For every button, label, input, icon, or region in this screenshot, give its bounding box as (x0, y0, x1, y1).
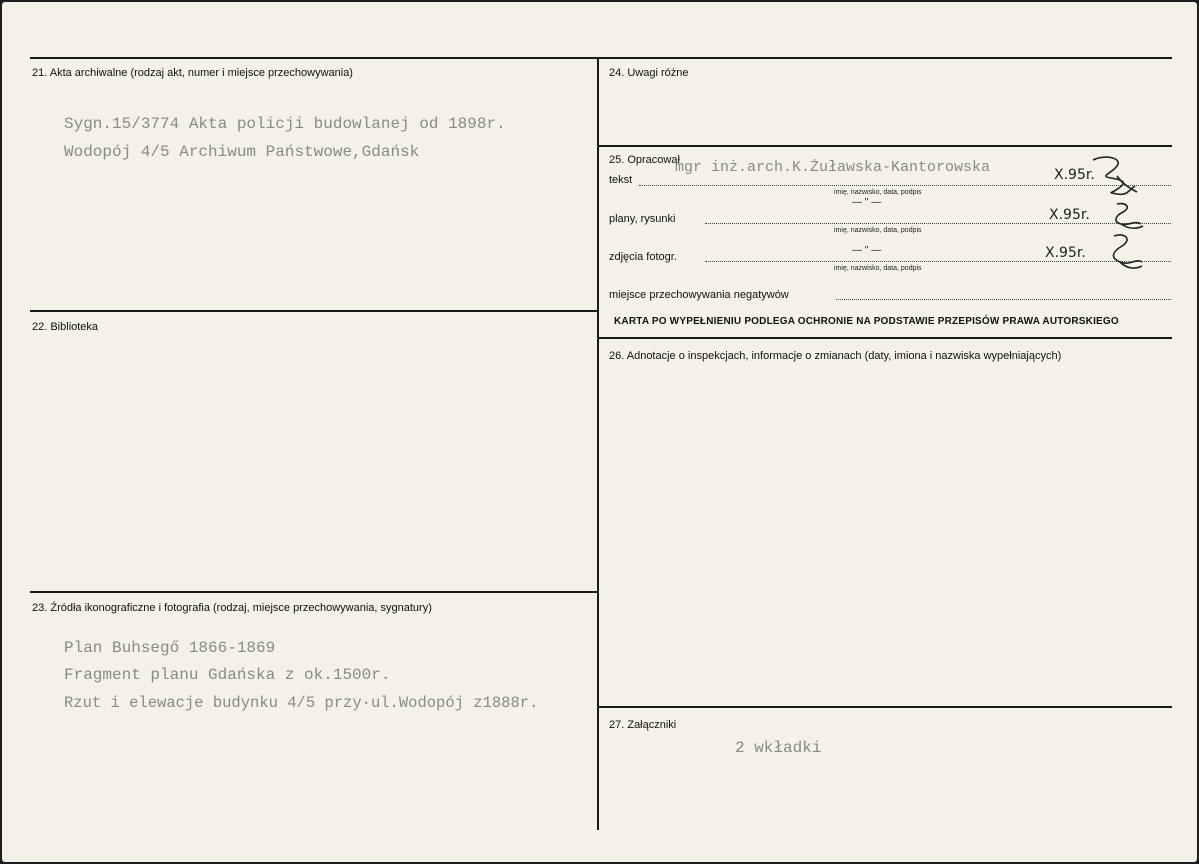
negatywy-label: miejsce przechowywania negatywów (609, 289, 789, 301)
section-23-line-3: Rzut i elewacje budynku 4/5 przy·ul.Wodopój z1888r. (64, 694, 539, 712)
section-27-label: 27. Załączniki (609, 719, 677, 731)
section-25-label: 25. Opracował (609, 154, 680, 166)
plany-label: plany, rysunki (609, 213, 676, 225)
caption-3: imię, nazwisko, data, podpis (834, 265, 922, 272)
section-22-label: 22. Biblioteka (32, 321, 99, 333)
section-23-line-2: Fragment planu Gdańska z ok.1500r. (64, 666, 391, 684)
rule-24-25 (598, 145, 1172, 147)
signature-1 (1087, 152, 1147, 204)
rule-26-27 (598, 706, 1172, 708)
signature-2 (1107, 200, 1147, 234)
section-23-label: 23. Źródła ikonograficzne i fotografia (rodzaj, miejsce przechowywania, sygnatury) (32, 602, 432, 614)
section-27-value: 2 wkładki (735, 739, 822, 757)
caption-2: imię, nazwisko, data, podpis (834, 227, 922, 234)
tekst-label: tekst (609, 174, 633, 186)
section-21-line-1: Sygn.15/3774 Akta policji budowlanej od 1898r. (64, 115, 506, 133)
section-23-line-1: Plan Buhsegő 1866-1869 (64, 639, 276, 657)
section-21-line-2: Wodopój 4/5 Archiwum Państwowe,Gdańsk (64, 143, 420, 161)
center-divider (597, 57, 599, 830)
tekst-date: X.95r. (1054, 167, 1095, 183)
caption-1: imię, nazwisko, data, podpis (834, 189, 922, 196)
rule-25-26 (598, 337, 1172, 339)
plany-dotted-line (705, 223, 1171, 224)
negatywy-dotted-line (836, 299, 1171, 300)
ditto-2: — " — (852, 245, 882, 256)
record-card (2, 2, 1197, 862)
rule-22-23 (30, 591, 598, 593)
copyright-notice: KARTA PO WYPEŁNIENIU PODLEGA OCHRONIE NA PODSTAWIE PRZEPISÓW PRAWA AUTORSKIEGO (614, 316, 1119, 327)
tekst-value: mgr inż.arch.K.Żuławska-Kantorowska (675, 159, 991, 176)
rule-21-22 (30, 310, 598, 312)
section-26-label: 26. Adnotacje o inspekcjach, informacje o zmianach (daty, imiona i nazwiska wypełniających) (609, 350, 1062, 362)
zdjecia-date: X.95r. (1045, 245, 1086, 261)
section-24-label: 24. Uwagi różne (609, 67, 689, 79)
top-rule (30, 57, 1172, 59)
signature-3 (1102, 232, 1147, 276)
section-21-label: 21. Akta archiwalne (rodzaj akt, numer i miejsce przechowywania) (32, 67, 353, 79)
plany-date: X.95r. (1049, 207, 1090, 223)
ditto-1: — " — (852, 197, 882, 208)
zdjecia-label: zdjęcia fotogr. (609, 251, 677, 263)
